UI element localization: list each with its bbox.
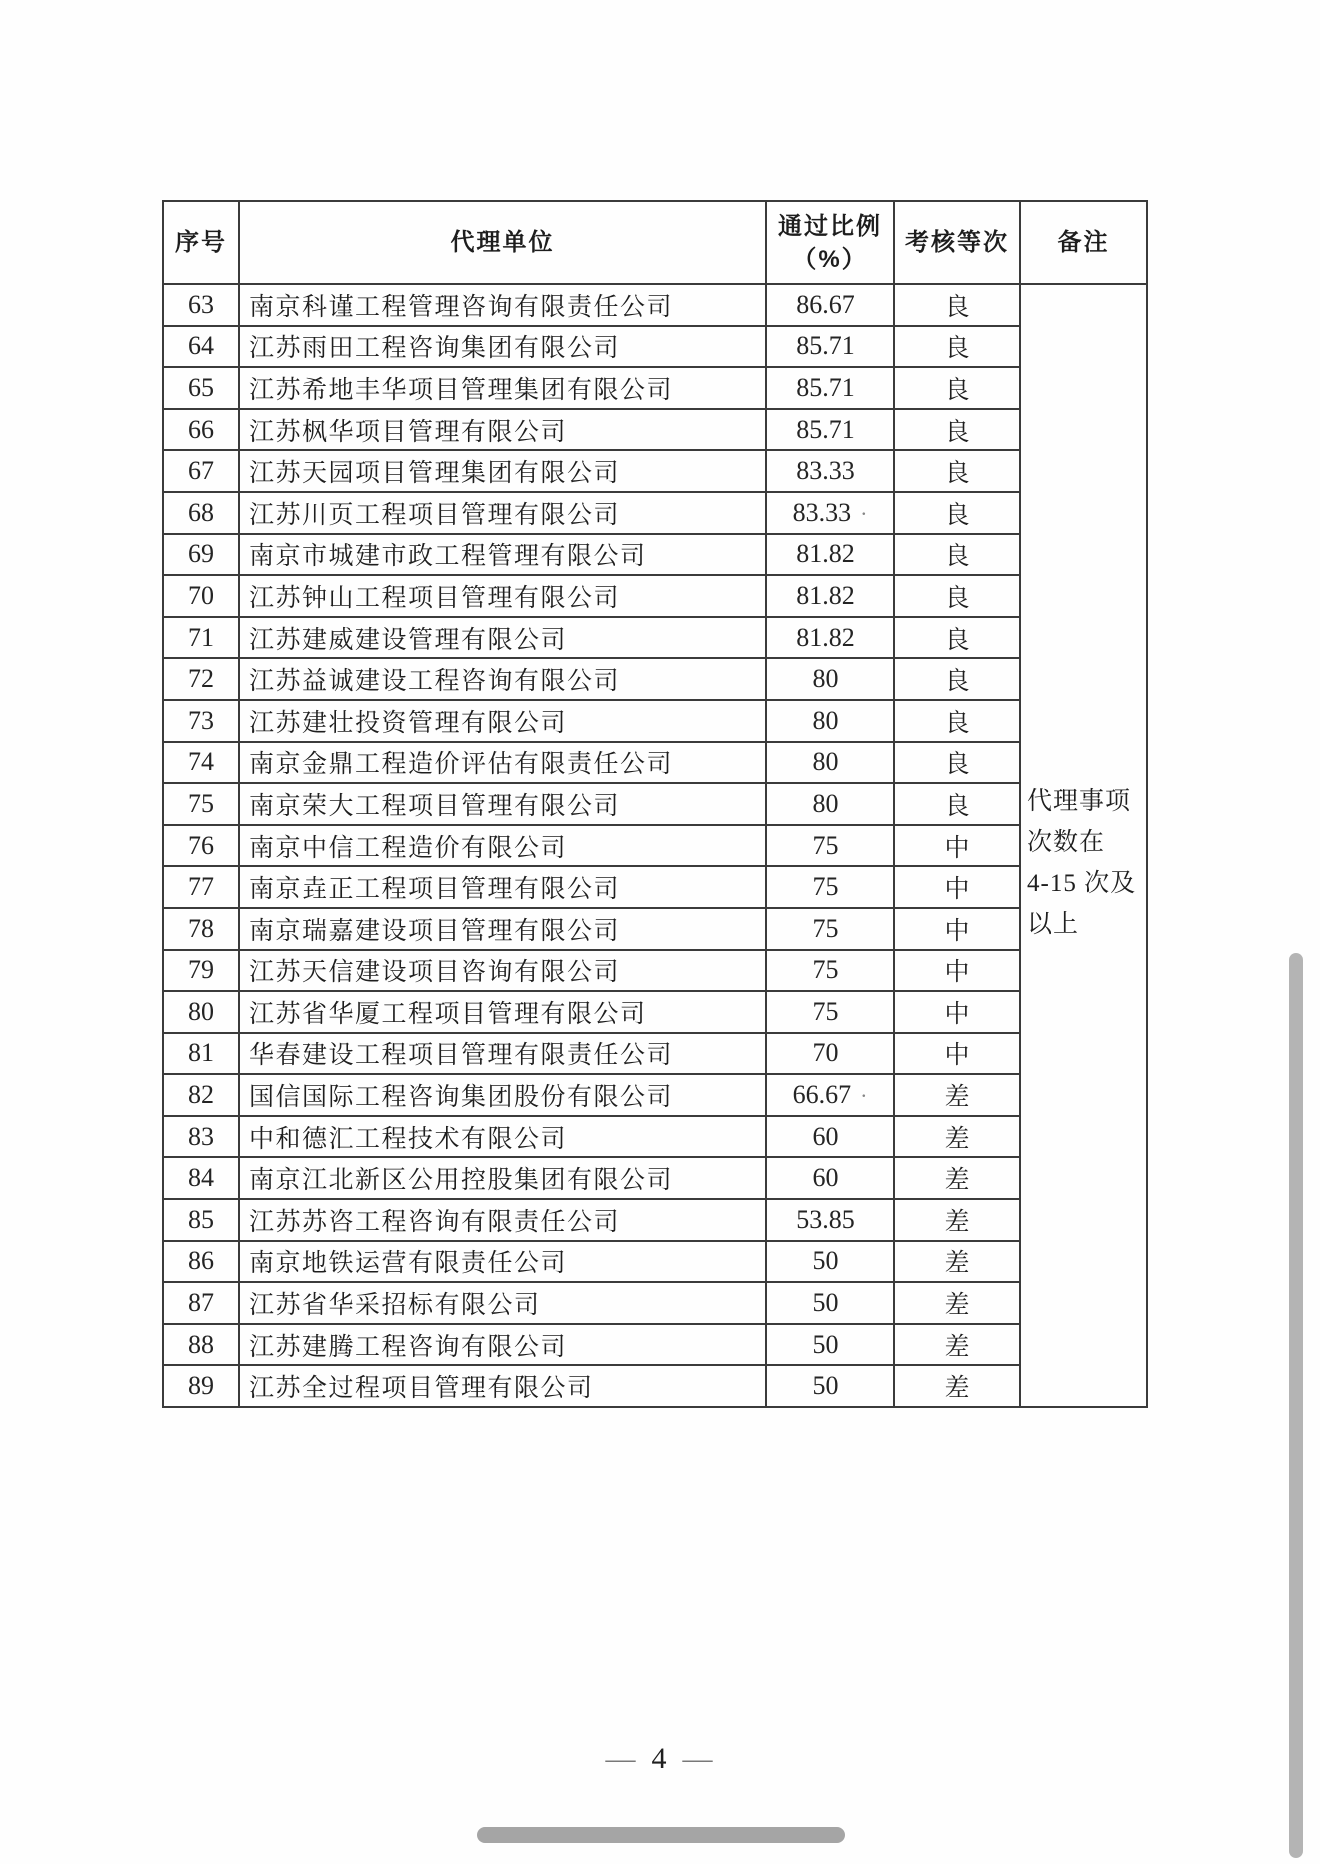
ratio-value: 81.82 — [796, 622, 855, 652]
ratio-value: 53.85 — [796, 1204, 855, 1234]
row-no: 71 — [163, 617, 239, 659]
row-grade: 差 — [894, 1241, 1020, 1283]
ratio-value: 50 — [812, 1288, 839, 1318]
row-no: 87 — [163, 1282, 239, 1324]
scan-artifact-dot: · — [860, 500, 868, 526]
row-grade: 中 — [894, 908, 1020, 950]
horizontal-scrollbar-thumb[interactable] — [477, 1827, 845, 1843]
row-grade: 良 — [894, 367, 1020, 409]
ratio-value: 80 — [812, 788, 839, 818]
row-ratio — [766, 742, 894, 784]
remark-line: 以上 — [1027, 910, 1080, 938]
ratio-value: 81.82 — [796, 539, 855, 569]
row-company: 江苏枫华项目管理有限公司 — [239, 409, 766, 451]
row-company: 南京荣大工程项目管理有限公司 — [239, 783, 766, 825]
row-grade: 良 — [894, 700, 1020, 742]
row-grade: 差 — [894, 1116, 1020, 1158]
footer-left-dash: — — [605, 1742, 638, 1775]
row-no: 76 — [163, 825, 239, 867]
row-grade: 良 — [894, 326, 1020, 368]
row-ratio — [766, 1365, 894, 1407]
table-row — [163, 534, 1147, 576]
page-footer — [0, 1742, 1320, 1776]
row-no: 85 — [163, 1199, 239, 1241]
row-ratio — [766, 783, 894, 825]
table-row — [163, 617, 1147, 659]
scan-artifact-dot: · — [860, 1083, 868, 1109]
row-no: 78 — [163, 908, 239, 950]
ratio-value: 86.67 — [796, 289, 855, 319]
row-ratio — [766, 866, 894, 908]
row-company: 江苏天信建设项目咨询有限公司 — [239, 950, 766, 992]
table-row — [163, 658, 1147, 700]
row-ratio — [766, 1324, 894, 1366]
row-company: 江苏建腾工程咨询有限公司 — [239, 1324, 766, 1366]
table-row — [163, 1157, 1147, 1199]
row-company: 南京垚正工程项目管理有限公司 — [239, 866, 766, 908]
row-company: 中和德汇工程技术有限公司 — [239, 1116, 766, 1158]
remark-line: 4-15 次及 — [1027, 869, 1137, 897]
remark-line: 代理事项 — [1027, 787, 1132, 815]
ratio-value: 75 — [812, 955, 839, 985]
row-ratio — [766, 950, 894, 992]
row-grade: 中 — [894, 866, 1020, 908]
row-company: 江苏希地丰华项目管理集团有限公司 — [239, 367, 766, 409]
row-grade: 差 — [894, 1324, 1020, 1366]
table-row — [163, 1365, 1147, 1407]
row-grade: 中 — [894, 991, 1020, 1033]
row-no: 77 — [163, 866, 239, 908]
row-no: 81 — [163, 1033, 239, 1075]
ratio-value: 81.82 — [796, 580, 855, 610]
ratio-value: 75 — [812, 996, 839, 1026]
row-company: 江苏省华采招标有限公司 — [239, 1282, 766, 1324]
row-ratio — [766, 658, 894, 700]
header-remark: 备注 — [1020, 201, 1147, 284]
row-company: 南京江北新区公用控股集团有限公司 — [239, 1157, 766, 1199]
row-ratio — [766, 1033, 894, 1075]
row-no: 75 — [163, 783, 239, 825]
row-ratio — [766, 1157, 894, 1199]
header-ratio — [766, 201, 894, 284]
row-company: 江苏全过程项目管理有限公司 — [239, 1365, 766, 1407]
ratio-value: 83.33 — [792, 497, 852, 527]
row-company: 国信国际工程咨询集团股份有限公司 — [239, 1074, 766, 1116]
table-row — [163, 450, 1147, 492]
agency-assessment-table — [162, 200, 1148, 1408]
row-grade: 良 — [894, 617, 1020, 659]
row-grade: 中 — [894, 1033, 1020, 1075]
ratio-value: 83.33 — [796, 456, 855, 486]
ratio-value: 75 — [812, 913, 839, 943]
row-ratio — [766, 284, 894, 326]
row-ratio — [766, 450, 894, 492]
table-row — [163, 866, 1147, 908]
row-no: 66 — [163, 409, 239, 451]
row-no: 70 — [163, 575, 239, 617]
row-no: 80 — [163, 991, 239, 1033]
header-ratio-line1: 通过比例 — [778, 212, 882, 240]
table-row — [163, 1324, 1147, 1366]
row-company: 江苏钟山工程项目管理有限公司 — [239, 575, 766, 617]
ratio-value: 60 — [812, 1163, 839, 1193]
row-no: 88 — [163, 1324, 239, 1366]
ratio-value: 70 — [812, 1038, 839, 1068]
ratio-value: 80 — [812, 664, 839, 694]
table-row — [163, 950, 1147, 992]
table-row — [163, 908, 1147, 950]
row-company: 江苏建威建设管理有限公司 — [239, 617, 766, 659]
row-ratio — [766, 908, 894, 950]
ratio-value: 85.71 — [796, 331, 855, 361]
row-grade: 中 — [894, 950, 1020, 992]
table-header-row — [163, 201, 1147, 284]
row-ratio — [766, 1116, 894, 1158]
table-row — [163, 700, 1147, 742]
row-ratio — [766, 492, 894, 534]
row-ratio — [766, 367, 894, 409]
row-no: 67 — [163, 450, 239, 492]
row-company: 江苏省华厦工程项目管理有限公司 — [239, 991, 766, 1033]
row-grade: 良 — [894, 783, 1020, 825]
row-no: 69 — [163, 534, 239, 576]
row-ratio — [766, 991, 894, 1033]
row-company: 江苏苏咨工程咨询有限责任公司 — [239, 1199, 766, 1241]
table-row — [163, 1116, 1147, 1158]
table-row — [163, 783, 1147, 825]
row-no: 79 — [163, 950, 239, 992]
row-no: 65 — [163, 367, 239, 409]
row-grade: 良 — [894, 450, 1020, 492]
row-no: 73 — [163, 700, 239, 742]
table-row — [163, 284, 1147, 326]
row-grade: 差 — [894, 1074, 1020, 1116]
table-row — [163, 991, 1147, 1033]
row-grade: 良 — [894, 284, 1020, 326]
header-company: 代理单位 — [239, 201, 766, 284]
header-grade: 考核等次 — [894, 201, 1020, 284]
row-no: 63 — [163, 284, 239, 326]
ratio-value: 50 — [812, 1329, 839, 1359]
ratio-value: 75 — [812, 872, 839, 902]
row-no: 89 — [163, 1365, 239, 1407]
row-ratio — [766, 326, 894, 368]
table-body — [163, 284, 1147, 1407]
ratio-value: 85.71 — [796, 414, 855, 444]
table-row — [163, 575, 1147, 617]
row-company: 南京地铁运营有限责任公司 — [239, 1241, 766, 1283]
row-no: 82 — [163, 1074, 239, 1116]
row-no: 68 — [163, 492, 239, 534]
row-ratio — [766, 825, 894, 867]
table-row — [163, 1241, 1147, 1283]
row-ratio — [766, 1241, 894, 1283]
row-company: 南京中信工程造价有限公司 — [239, 825, 766, 867]
row-ratio — [766, 1282, 894, 1324]
row-ratio — [766, 700, 894, 742]
row-grade: 中 — [894, 825, 1020, 867]
row-grade: 良 — [894, 534, 1020, 576]
row-company: 江苏雨田工程咨询集团有限公司 — [239, 326, 766, 368]
table-row — [163, 825, 1147, 867]
row-company: 华春建设工程项目管理有限责任公司 — [239, 1033, 766, 1075]
table-row — [163, 1074, 1147, 1116]
table-row — [163, 1199, 1147, 1241]
row-no: 74 — [163, 742, 239, 784]
ratio-value: 50 — [812, 1246, 839, 1276]
remark-line: 次数在 — [1027, 828, 1106, 856]
vertical-scrollbar-thumb[interactable] — [1289, 953, 1303, 1858]
row-ratio — [766, 1199, 894, 1241]
row-no: 64 — [163, 326, 239, 368]
row-grade: 良 — [894, 575, 1020, 617]
header-ratio-line2: （%） — [792, 245, 868, 273]
row-company: 江苏天园项目管理集团有限公司 — [239, 450, 766, 492]
table-row — [163, 326, 1147, 368]
ratio-value: 80 — [812, 705, 839, 735]
row-ratio — [766, 534, 894, 576]
row-ratio — [766, 1074, 894, 1116]
ratio-value: 50 — [812, 1371, 839, 1401]
table-row — [163, 367, 1147, 409]
remark-merged-cell — [1020, 284, 1147, 1407]
row-ratio — [766, 575, 894, 617]
table-row — [163, 1282, 1147, 1324]
row-ratio — [766, 617, 894, 659]
row-grade: 差 — [894, 1365, 1020, 1407]
row-company: 南京瑞嘉建设项目管理有限公司 — [239, 908, 766, 950]
ratio-value: 75 — [812, 830, 839, 860]
row-no: 86 — [163, 1241, 239, 1283]
row-grade: 良 — [894, 658, 1020, 700]
row-company: 南京市城建市政工程管理有限公司 — [239, 534, 766, 576]
row-grade: 差 — [894, 1199, 1020, 1241]
row-ratio — [766, 409, 894, 451]
row-no: 72 — [163, 658, 239, 700]
row-grade: 差 — [894, 1157, 1020, 1199]
footer-right-dash: — — [682, 1742, 715, 1775]
row-no: 83 — [163, 1116, 239, 1158]
table-row — [163, 1033, 1147, 1075]
row-grade: 良 — [894, 409, 1020, 451]
header-no: 序号 — [163, 201, 239, 284]
page-number: 4 — [651, 1742, 669, 1775]
row-company: 江苏益诚建设工程咨询有限公司 — [239, 658, 766, 700]
table-row — [163, 742, 1147, 784]
table-row — [163, 409, 1147, 451]
row-company: 南京科谨工程管理咨询有限责任公司 — [239, 284, 766, 326]
row-company: 江苏建壮投资管理有限公司 — [239, 700, 766, 742]
row-grade: 差 — [894, 1282, 1020, 1324]
row-grade: 良 — [894, 492, 1020, 534]
remark-text — [1021, 747, 1146, 945]
table-row — [163, 492, 1147, 534]
row-grade: 良 — [894, 742, 1020, 784]
ratio-value: 66.67 — [792, 1080, 852, 1110]
ratio-value: 60 — [812, 1121, 839, 1151]
ratio-value: 85.71 — [796, 372, 855, 402]
ratio-value: 80 — [812, 747, 839, 777]
row-no: 84 — [163, 1157, 239, 1199]
row-company: 南京金鼎工程造价评估有限责任公司 — [239, 742, 766, 784]
row-company: 江苏川页工程项目管理有限公司 — [239, 492, 766, 534]
